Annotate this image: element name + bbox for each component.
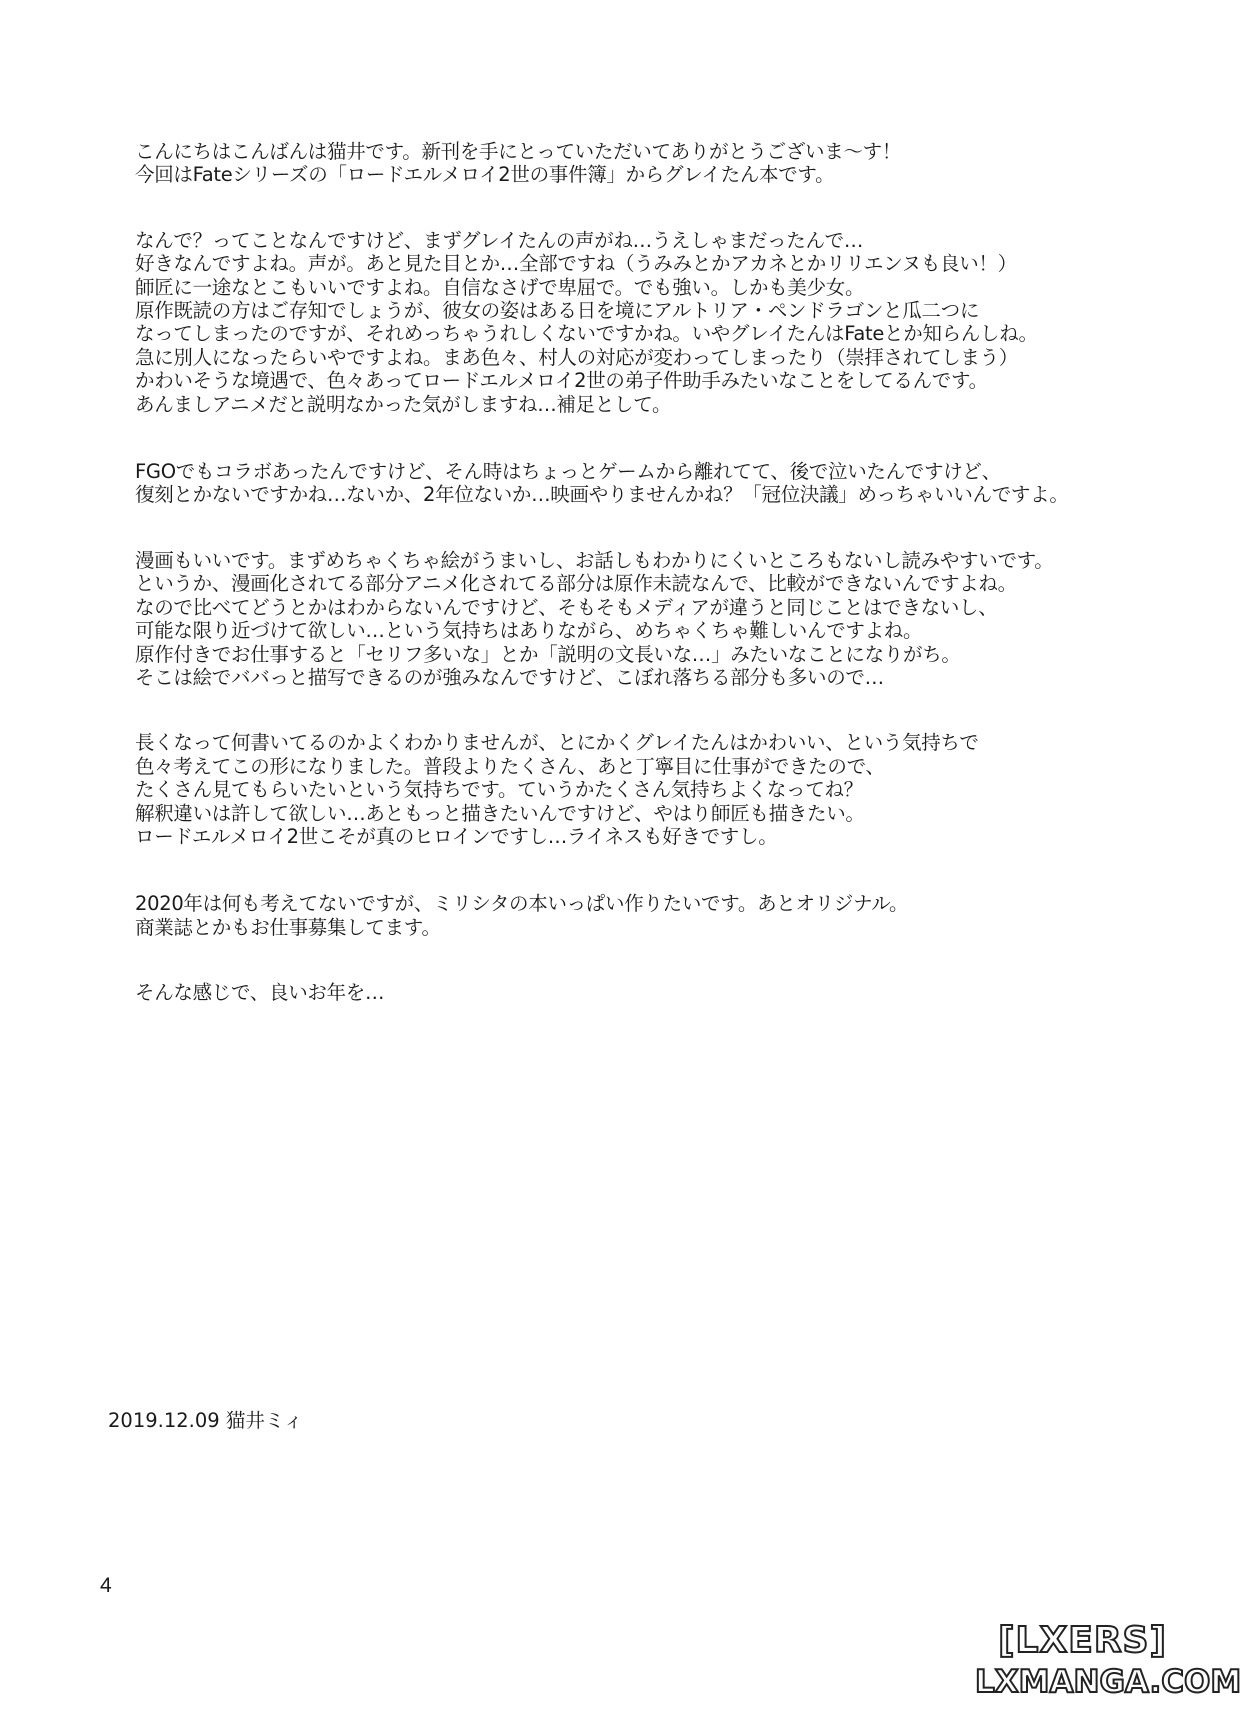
watermark-brand: [LXERS] — [998, 1620, 1167, 1661]
date-signature: 2019.12.09 猫井ミィ — [108, 1409, 304, 1432]
paragraph-closing — [135, 981, 1115, 1004]
paragraph-manga — [135, 549, 1115, 689]
text-line: たくさん見てもらいたいという気持ちです。ていうかたくさん気持ちよくなってね？ — [135, 778, 863, 802]
afterword-body — [135, 140, 1115, 1005]
text-line: 急に別人になったらいやですよね。まあ色々、村人の対応が変わってしまったり（崇拝されてしまう） — [135, 345, 1019, 369]
paragraph-fgo — [135, 460, 1115, 507]
page-number: 4 — [100, 1574, 112, 1597]
text-line: 好きなんですよね。声が。あと見た目とか…全部ですね（うみみとかアカネとかリリエンヌも良い！） — [135, 252, 1017, 276]
paragraph-greeting — [135, 140, 1115, 187]
paragraph-2020-plans — [135, 892, 1115, 939]
text-line: 今回はFateシリーズの「ロードエルメロイ2世の事件簿」からグレイたん本です。 — [135, 163, 835, 187]
paragraph-feelings — [135, 731, 1115, 848]
paragraph-why-gray — [135, 229, 1115, 416]
watermark-url: LXMANGA.COM — [975, 1664, 1241, 1700]
text-line: 復刻とかないですかね…ないか、2年位ないか…映画やりませんかね？「冠位決議」めっちゃいいんですよ。 — [135, 483, 1069, 507]
text-line: 可能な限り近づけて欲しい…という気持ちはありながら、めちゃくちゃ難しいんですよね。 — [135, 619, 923, 643]
text-line: あんましアニメだと説明なかった気がしますね…補足として。 — [135, 392, 672, 416]
text-line: なんで？ってことなんですけど、まずグレイたんの声がね…うえしゃまだったんで… — [135, 228, 864, 252]
text-line: 原作付きでお仕事すると「セリフ多いな」とか「説明の文長いな…」みたいなことになりがち。 — [135, 642, 961, 666]
text-line: 長くなって何書いてるのかよくわかりませんが、とにかくグレイたんはかわいい、という気持ちで — [135, 731, 979, 755]
text-line: 色々考えてこの形になりました。普段よりたくさん、あと丁寧目に仕事ができたので、 — [135, 754, 885, 778]
text-line: 2020年は何も考えてないですが、ミリシタの本いっぱい作りたいです。あとオリジナル。 — [135, 892, 909, 916]
text-line: というか、漫画化されてる部分アニメ化されてる部分は原作未読なんで、比較ができないんですよね。 — [135, 572, 1017, 596]
text-line: 原作既読の方はご存知でしょうが、彼女の姿はある日を境にアルトリア・ペンドラゴンと瓜二つに — [135, 299, 980, 323]
text-line: そこは絵でババっと描写できるのが強みなんですけど、こぼれ落ちる部分も多いので… — [135, 665, 884, 689]
text-line: ロードエルメロイ2世こそが真のヒロインですし…ライネスも好きですし。 — [135, 824, 778, 848]
text-line: かわいそうな境遇で、色々あってロードエルメロイ2世の弟子件助手みたいなことをしてるんです。 — [135, 369, 988, 393]
text-line: 解釈違いは許して欲しい…あともっと描きたいんですけど、やはり師匠も描きたい。 — [135, 801, 865, 825]
text-line: 商業誌とかもお仕事募集してます。 — [135, 915, 441, 939]
text-line: 漫画もいいです。まずめちゃくちゃ絵がうまいし、お話しもわかりにくいところもないし読みやすいです。 — [135, 548, 1054, 572]
text-line: なってしまったのですが、それめっちゃうれしくないですかね。いやグレイたんはFateとか知らんしね。 — [135, 322, 1038, 346]
site-watermark — [975, 1620, 1241, 1712]
text-line: そんな感じで、良いお年を… — [135, 981, 385, 1005]
text-line: なので比べてどうとかはわからないんですけど、そもそもメディアが違うと同じことはできないし、 — [135, 595, 998, 619]
text-line: 師匠に一途なとこもいいですよね。自信なさげで卑屈で。でも強い。しかも美少女。 — [135, 275, 865, 299]
text-line: こんにちはこんばんは猫井です。新刊を手にとっていただいてありがとうございま～す！ — [135, 140, 902, 163]
text-line: FGOでもコラボあったんですけど、そん時はちょっとゲームから離れてて、後で泣いたんですけど、 — [135, 460, 1001, 484]
